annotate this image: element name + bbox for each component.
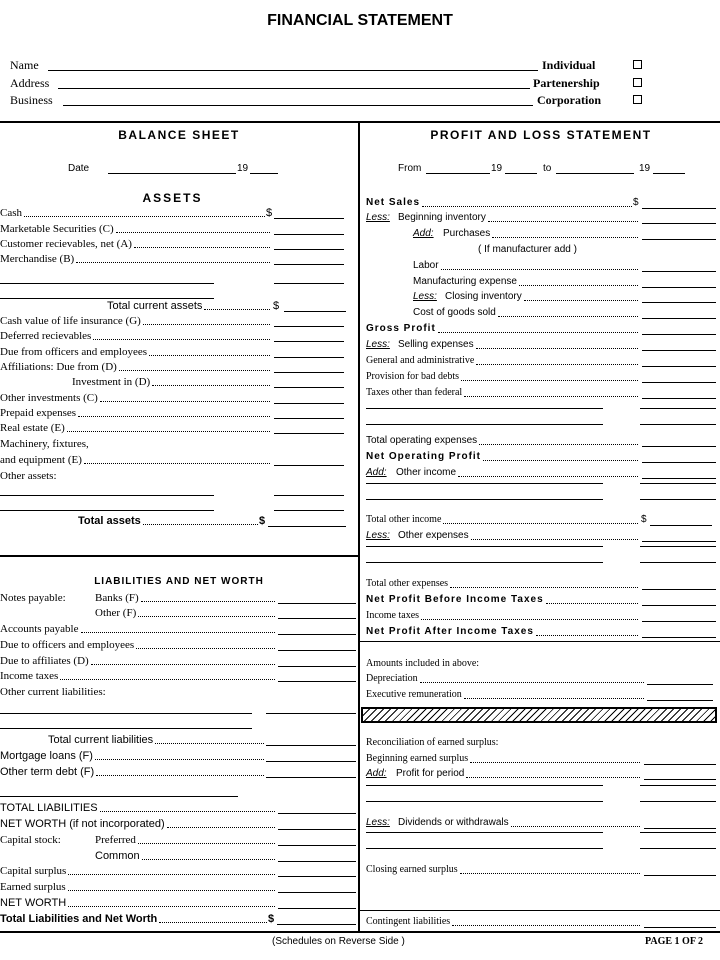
contingent-divider [359, 910, 720, 911]
other-term-debt-label: Other term debt (F) [0, 766, 95, 778]
contingent-liabilities-leader [452, 925, 640, 926]
accounts-payable-leader [81, 632, 275, 633]
cash-leader [24, 216, 265, 217]
beginning-inventory-label: Beginning inventory [398, 212, 486, 223]
total-current-assets-leader [204, 309, 270, 310]
blank-entry-line[interactable] [366, 801, 603, 802]
total-liabilities-net-worth-leader [159, 922, 267, 923]
net-operating-profit-amount-field[interactable] [642, 462, 716, 463]
cash-amount-field[interactable] [274, 218, 344, 219]
investment-in-leader [152, 385, 270, 386]
other-term-debt-amount-field[interactable] [266, 777, 356, 778]
investment-in-amount-field[interactable] [274, 387, 344, 388]
schedules-note: (Schedules on Reverse Side ) [272, 936, 405, 947]
due-to-officers-label: Due to officers and employees [0, 639, 135, 651]
total-current-assets-amount-field[interactable] [284, 311, 346, 312]
total-other-income-amount-field[interactable] [650, 525, 712, 526]
cash-value-life-insurance-leader [143, 324, 270, 325]
customer-receivables-label: Customer recievables, net (A) [0, 238, 132, 250]
due-to-affiliates-amount-field[interactable] [278, 666, 356, 667]
business-label: Business [10, 93, 53, 107]
to-year-field[interactable] [653, 173, 685, 174]
total-other-income-dollar-sign: $ [641, 514, 647, 525]
deferred-receivables-leader [93, 339, 270, 340]
provision-bad-debts-amount-field[interactable] [642, 382, 716, 383]
liabilities-divider [0, 555, 359, 557]
net-profit-before-taxes-amount-field[interactable] [642, 605, 716, 606]
cost-of-goods-sold-label: Cost of goods sold [413, 307, 496, 318]
capital-surplus-leader [68, 874, 275, 875]
earned-surplus-label: Earned surplus [0, 881, 66, 893]
merchandise-leader [76, 262, 270, 263]
marketable-securities-amount-field[interactable] [274, 234, 344, 235]
blank-amount-field[interactable] [640, 408, 716, 409]
blank-entry-line[interactable] [0, 495, 214, 496]
net-sales-leader [422, 206, 632, 207]
blank-entry-line[interactable] [366, 408, 603, 409]
net-sales-amount-field[interactable] [642, 208, 716, 209]
capital-surplus-label: Capital surplus [0, 865, 67, 877]
blank-entry-line[interactable] [366, 785, 603, 786]
cost-of-goods-sold-leader [498, 316, 638, 317]
capital-stock-label: Capital stock: [0, 834, 61, 846]
closing-earned-surplus-label: Closing earned surplus [366, 864, 458, 875]
net-profit-after-taxes-amount-field[interactable] [642, 637, 716, 638]
liabilities-title: LIABILITIES AND NET WORTH [94, 576, 264, 587]
gross-profit-leader [438, 332, 638, 333]
address-label: Address [10, 76, 50, 90]
net-worth-not-incorporated-leader [167, 827, 275, 828]
depreciation-amount-field[interactable] [647, 684, 713, 685]
purchases-add-prefix: Add: [413, 228, 434, 239]
total-liabilities-net-worth-dollar-sign: $ [268, 913, 275, 925]
selling-expenses-amount-field[interactable] [642, 350, 716, 351]
closing-earned-surplus-amount-field[interactable] [644, 875, 716, 876]
taxes-other-than-federal-amount-field[interactable] [642, 398, 716, 399]
customer-receivables-amount-field[interactable] [274, 249, 344, 250]
purchases-leader [492, 237, 638, 238]
page-title: FINANCIAL STATEMENT [267, 12, 453, 29]
blank-entry-line[interactable] [0, 796, 238, 797]
prepaid-expenses-amount-field[interactable] [274, 418, 344, 419]
blank-amount-field[interactable] [640, 848, 716, 849]
total-other-expenses-label: Total other expenses [366, 578, 449, 589]
prepaid-expenses-label: Prepaid expenses [0, 407, 77, 419]
affiliations-due-from-leader [119, 370, 270, 371]
earned-surplus-leader [68, 890, 275, 891]
beginning-earned-surplus-amount-field[interactable] [644, 764, 716, 765]
total-other-expenses-leader [450, 587, 638, 588]
affiliations-due-from-label: Affiliations: Due from (D) [0, 361, 117, 373]
machinery-equipment-leader [84, 463, 270, 464]
contingent-liabilities-label: Contingent liabilities [366, 916, 451, 927]
profit-for-period-leader [466, 777, 640, 778]
manufacturing-expense-label: Manufacturing expense [413, 276, 517, 287]
depreciation-label: Depreciation [366, 673, 418, 684]
accounts-payable-label: Accounts payable [0, 623, 79, 635]
total-operating-expenses-leader [479, 444, 638, 445]
total-current-assets-label: Total current assets [107, 300, 203, 312]
date-label: Date [68, 163, 90, 174]
general-administrative-amount-field[interactable] [642, 366, 716, 367]
real-estate-amount-field[interactable] [274, 433, 344, 434]
total-other-expenses-amount-field[interactable] [642, 589, 716, 590]
individual-checkbox[interactable] [633, 60, 642, 69]
blank-entry-line[interactable] [366, 832, 603, 833]
banks-leader [141, 601, 275, 602]
name-field[interactable] [48, 70, 538, 71]
other-expenses-amount-field[interactable] [642, 541, 716, 542]
total-liabilities-net-worth-amount-field[interactable] [277, 924, 356, 925]
blank-entry-line[interactable] [0, 510, 214, 511]
total-operating-expenses-label: Total operating expenses [366, 435, 478, 446]
common-stock-amount-field[interactable] [278, 861, 356, 862]
investment-in-label: Investment in (D) [72, 376, 151, 388]
manufacturing-expense-amount-field[interactable] [642, 287, 716, 288]
beginning-earned-surplus-label: Beginning earned surplus [366, 753, 469, 764]
net-profit-before-taxes-leader [546, 603, 638, 604]
marketable-securities-label: Marketable Securities (C) [0, 223, 114, 235]
total-current-liabilities-leader [155, 743, 264, 744]
total-liabilities-label: TOTAL LIABILITIES [0, 802, 98, 814]
machinery-equipment-amount-field[interactable] [274, 465, 344, 466]
capital-surplus-amount-field[interactable] [278, 876, 356, 877]
amounts-included-label: Amounts included in above: [366, 658, 480, 669]
labor-amount-field[interactable] [642, 271, 716, 272]
header-divider [0, 121, 720, 123]
individual-label: Individual [542, 58, 596, 72]
other-current-liabilities-label: Other current liabilities: [0, 686, 106, 698]
profit-for-period-label: Profit for period [396, 768, 465, 779]
banks-amount-field[interactable] [278, 603, 356, 604]
income-taxes-pl-leader [421, 619, 638, 620]
due-to-officers-leader [136, 648, 275, 649]
blank-amount-field[interactable] [640, 424, 716, 425]
profit-for-period-add-prefix: Add: [366, 768, 387, 779]
machinery-equipment-label: and equipment (E) [0, 454, 82, 466]
closing-inventory-leader [524, 300, 638, 301]
blank-entry-line[interactable] [366, 562, 603, 563]
income-taxes-amount-field[interactable] [278, 681, 356, 682]
other-investments-label: Other investments (C) [0, 392, 98, 404]
merchandise-label: Merchandise (B) [0, 253, 75, 265]
due-from-officers-amount-field[interactable] [274, 357, 344, 358]
general-administrative-label: General and administrative [366, 355, 475, 366]
other-expenses-label: Other expenses [398, 530, 469, 541]
blank-amount-field[interactable] [640, 832, 716, 833]
blank-entry-line[interactable] [0, 298, 214, 299]
net-operating-profit-leader [483, 460, 638, 461]
other-notes-amount-field[interactable] [278, 618, 356, 619]
net-worth-leader [68, 906, 275, 907]
partnership-label: Partenership [533, 76, 600, 90]
address-field[interactable] [58, 88, 530, 89]
cash-label: Cash [0, 207, 22, 219]
net-sales-label: Net Sales [366, 197, 421, 208]
business-field[interactable] [63, 105, 533, 106]
due-to-affiliates-leader [91, 664, 275, 665]
column-divider [358, 122, 360, 932]
purchases-amount-field[interactable] [642, 239, 716, 240]
net-profit-before-taxes-label: Net Profit Before Income Taxes [366, 594, 544, 605]
affiliations-due-from-amount-field[interactable] [274, 372, 344, 373]
reconciliation-label: Reconciliation of earned surplus: [366, 737, 499, 748]
dividends-withdrawals-label: Dividends or withdrawals [398, 817, 509, 828]
labor-label: Labor [413, 260, 439, 271]
beginning-earned-surplus-leader [470, 762, 640, 763]
blank-entry-line[interactable] [0, 283, 214, 284]
page-number: PAGE 1 OF 2 [645, 936, 704, 947]
selling-expenses-leader [476, 348, 638, 349]
pl-title: PROFIT AND LOSS STATEMENT [430, 128, 652, 142]
labor-leader [441, 269, 638, 270]
date-field[interactable] [108, 173, 236, 174]
executive-remuneration-leader [464, 698, 644, 699]
beginning-inventory-less-prefix: Less: [366, 212, 390, 223]
provision-bad-debts-leader [461, 380, 638, 381]
blank-entry-line[interactable] [0, 713, 252, 714]
due-from-officers-leader [149, 355, 270, 356]
other-income-label: Other income [396, 467, 457, 478]
selling-expenses-label: Selling expenses [398, 339, 474, 350]
mortgage-loans-amount-field[interactable] [266, 761, 356, 762]
date-year-field[interactable] [250, 173, 278, 174]
net-profit-divider [359, 641, 720, 642]
closing-earned-surplus-leader [460, 873, 640, 874]
total-other-income-label: Total other income [366, 514, 442, 525]
total-other-income-leader [443, 523, 638, 524]
net-sales-dollar-sign: $ [633, 197, 639, 208]
due-to-officers-amount-field[interactable] [278, 650, 356, 651]
blank-entry-line[interactable] [366, 483, 603, 484]
banks-label: Banks (F) [95, 592, 139, 604]
taxes-other-than-federal-leader [464, 396, 638, 397]
depreciation-leader [420, 682, 644, 683]
other-expenses-leader [471, 539, 638, 540]
hatched-separator [361, 707, 717, 723]
blank-amount-field[interactable] [640, 546, 716, 547]
blank-amount-field[interactable] [640, 801, 716, 802]
other-term-debt-leader [96, 775, 264, 776]
net-profit-after-taxes-leader [536, 635, 638, 636]
executive-remuneration-label: Executive remuneration [366, 689, 462, 700]
executive-remuneration-amount-field[interactable] [647, 700, 713, 701]
dividends-withdrawals-less-prefix: Less: [366, 817, 390, 828]
profit-for-period-amount-field[interactable] [644, 779, 716, 780]
merchandise-amount-field[interactable] [274, 264, 344, 265]
total-assets-amount-field[interactable] [268, 526, 346, 527]
corporation-checkbox[interactable] [633, 95, 642, 104]
other-expenses-less-prefix: Less: [366, 530, 390, 541]
mortgage-loans-label: Mortgage loans (F) [0, 750, 93, 762]
other-assets-label: Other assets: [0, 470, 57, 482]
blank-amount-field[interactable] [640, 483, 716, 484]
net-worth-label: NET WORTH [0, 897, 67, 909]
income-taxes-pl-amount-field[interactable] [642, 621, 716, 622]
other-investments-leader [100, 401, 270, 402]
prepaid-expenses-leader [78, 416, 270, 417]
assets-title: ASSETS [142, 191, 203, 205]
other-notes-label: Other (F) [95, 607, 137, 619]
balance-sheet-title: BALANCE SHEET [118, 128, 240, 142]
earned-surplus-amount-field[interactable] [278, 892, 356, 893]
selling-expenses-less-prefix: Less: [366, 339, 390, 350]
total-liabilities-amount-field[interactable] [278, 813, 356, 814]
blank-amount-field[interactable] [640, 562, 716, 563]
blank-amount-field[interactable] [640, 785, 716, 786]
taxes-other-than-federal-label: Taxes other than federal [366, 387, 463, 398]
total-liabilities-leader [100, 811, 275, 812]
other-notes-leader [138, 616, 275, 617]
closing-inventory-label: Closing inventory [445, 291, 522, 302]
total-liabilities-net-worth-label: Total Liabilities and Net Worth [0, 913, 158, 925]
other-investments-amount-field[interactable] [274, 403, 344, 404]
partnership-checkbox[interactable] [633, 78, 642, 87]
net-operating-profit-label: Net Operating Profit [366, 451, 482, 462]
blank-entry-line[interactable] [366, 499, 603, 500]
preferred-stock-amount-field[interactable] [278, 845, 356, 846]
date-year-prefix: 19 [237, 163, 249, 174]
cash-value-life-insurance-label: Cash value of life insurance (G) [0, 315, 141, 327]
manufacturing-expense-leader [519, 285, 638, 286]
total-assets-dollar-sign: $ [259, 515, 266, 527]
contingent-liabilities-amount-field[interactable] [644, 927, 716, 928]
to-year-prefix: 19 [639, 163, 651, 174]
cash-value-life-insurance-amount-field[interactable] [274, 326, 344, 327]
mortgage-loans-leader [95, 759, 264, 760]
net-worth-amount-field[interactable] [278, 908, 356, 909]
to-label: to [543, 163, 552, 174]
machinery-line1-label: Machinery, fixtures, [0, 438, 89, 450]
net-worth-not-incorporated-label: NET WORTH (if not incorporated) [0, 818, 165, 830]
other-income-add-prefix: Add: [366, 467, 387, 478]
cost-of-goods-sold-amount-field[interactable] [642, 318, 716, 319]
marketable-securities-leader [116, 232, 270, 233]
blank-entry-line[interactable] [366, 546, 603, 547]
total-assets-leader [143, 524, 258, 525]
corporation-label: Corporation [537, 93, 601, 107]
to-field[interactable] [556, 173, 634, 174]
total-current-liabilities-label: Total current liabilities [48, 734, 154, 746]
notes-payable-label: Notes payable: [0, 592, 66, 604]
accounts-payable-amount-field[interactable] [278, 634, 356, 635]
blank-amount-field[interactable] [266, 713, 356, 714]
cash-dollar-sign: $ [266, 207, 273, 219]
from-label: From [398, 163, 422, 174]
total-operating-expenses-amount-field[interactable] [642, 446, 716, 447]
if-manufacturer-note-label: ( If manufacturer add ) [478, 244, 577, 255]
deferred-receivables-amount-field[interactable] [274, 341, 344, 342]
general-administrative-leader [476, 364, 638, 365]
blank-amount-field[interactable] [274, 283, 344, 284]
due-to-affiliates-label: Due to affiliates (D) [0, 655, 89, 667]
purchases-label: Purchases [443, 228, 491, 239]
beginning-inventory-leader [488, 221, 638, 222]
total-assets-label: Total assets [78, 515, 141, 527]
blank-entry-line[interactable] [0, 728, 252, 729]
net-profit-after-taxes-label: Net Profit After Income Taxes [366, 626, 534, 637]
income-taxes-pl-label: Income taxes [366, 610, 420, 621]
blank-amount-field[interactable] [274, 510, 344, 511]
real-estate-leader [67, 431, 270, 432]
total-current-assets-dollar-sign: $ [273, 300, 280, 312]
total-current-liabilities-amount-field[interactable] [266, 745, 356, 746]
beginning-inventory-amount-field[interactable] [642, 223, 716, 224]
blank-entry-line[interactable] [366, 848, 603, 849]
deferred-receivables-label: Deferred recievables [0, 330, 92, 342]
blank-entry-line[interactable] [366, 424, 603, 425]
blank-amount-field[interactable] [640, 499, 716, 500]
blank-amount-field[interactable] [274, 495, 344, 496]
closing-inventory-less-prefix: Less: [413, 291, 437, 302]
dividends-withdrawals-amount-field[interactable] [644, 828, 716, 829]
other-income-leader [458, 476, 638, 477]
customer-receivables-leader [134, 247, 270, 248]
footer-divider [0, 931, 720, 933]
from-field[interactable] [426, 173, 490, 174]
income-taxes-label: Income taxes [0, 670, 59, 682]
closing-inventory-amount-field[interactable] [642, 302, 716, 303]
from-year-field[interactable] [505, 173, 537, 174]
common-stock-label: Common [95, 850, 140, 862]
common-stock-leader [142, 859, 275, 860]
income-taxes-leader [60, 679, 275, 680]
real-estate-label: Real estate (E) [0, 422, 65, 434]
name-label: Name [10, 58, 39, 72]
gross-profit-amount-field[interactable] [642, 334, 716, 335]
from-year-prefix: 19 [491, 163, 503, 174]
gross-profit-label: Gross Profit [366, 323, 436, 334]
dividends-withdrawals-leader [511, 826, 640, 827]
net-worth-not-incorporated-amount-field[interactable] [278, 829, 356, 830]
preferred-stock-leader [138, 843, 275, 844]
provision-bad-debts-label: Provision for bad debts [366, 371, 460, 382]
other-income-amount-field[interactable] [642, 478, 716, 479]
preferred-stock-label: Preferred [95, 834, 136, 846]
due-from-officers-label: Due from officers and employees [0, 346, 148, 358]
